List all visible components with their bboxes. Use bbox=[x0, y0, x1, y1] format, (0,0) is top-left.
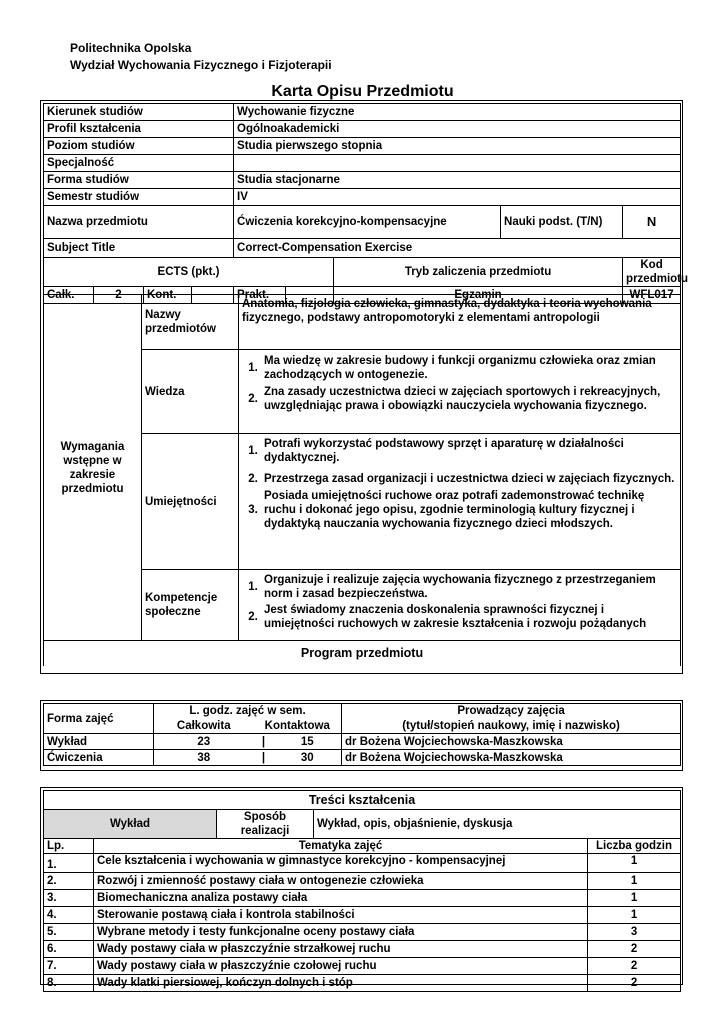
ects-label: ECTS (pkt.) bbox=[44, 258, 334, 287]
semestr-value: IV bbox=[234, 189, 681, 206]
kompetencje-list bbox=[239, 570, 681, 641]
kompetencje-label: Kompetencje społeczne bbox=[142, 570, 239, 641]
topic-cell: Wady klatki piersiowej, kończyn dolnych i stóp bbox=[94, 975, 588, 992]
table-row bbox=[44, 890, 681, 907]
table-row bbox=[44, 924, 681, 941]
profil-label: Profil kształcenia bbox=[44, 121, 234, 138]
table-row bbox=[44, 941, 681, 958]
university-name: Politechnika Opolska bbox=[70, 41, 192, 55]
program-label: Program przedmiotu bbox=[44, 641, 681, 666]
calk-cell: 23 bbox=[154, 734, 254, 750]
nazwa-label: Nazwa przedmiotu bbox=[44, 206, 234, 239]
umiejetnosci-item: 2. Przestrzega zasad organizacji i uczestnictwa dzieci w zajęciach fizycznych. bbox=[248, 473, 675, 485]
wiedza-item: 1. Ma wiedzę w zakresie budowy i funkcji organizmu człowieka oraz zmian zachodzących w ontogenezie. bbox=[248, 355, 656, 381]
lp-cell: 3. bbox=[44, 890, 94, 907]
umiejetnosci-list bbox=[239, 434, 681, 570]
prowadzacy-cell: dr Bożena Wojciechowska-Maszkowska bbox=[342, 750, 681, 766]
hours-cell: 2 bbox=[588, 958, 681, 975]
forma-cell: Wykład bbox=[44, 734, 154, 750]
hours-cell: 1 bbox=[588, 890, 681, 907]
profil-value: Ogólnoakademicki bbox=[234, 121, 681, 138]
forma-value: Studia stacjonarne bbox=[234, 172, 681, 189]
kontaktowa-label: Kontaktowa bbox=[254, 719, 342, 734]
hours-table bbox=[43, 703, 681, 766]
subject-label: Subject Title bbox=[44, 239, 234, 258]
topic-cell: Wady postawy ciała w płaszczyźnie czołowej ruchu bbox=[94, 958, 588, 975]
kont-label: Kont. bbox=[144, 287, 192, 304]
poziom-value: Studia pierwszego stopnia bbox=[234, 138, 681, 155]
hours-cell: 3 bbox=[588, 924, 681, 941]
separator: | bbox=[254, 734, 274, 750]
calkowita-label: Całkowita bbox=[154, 719, 254, 734]
prowadzacy-sub: (tytuł/stopień naukowy, imię i nazwisko) bbox=[342, 719, 681, 734]
lp-cell: 5. bbox=[44, 924, 94, 941]
hours-cell: 2 bbox=[588, 975, 681, 992]
table-row bbox=[44, 907, 681, 924]
table-row bbox=[44, 854, 681, 873]
godzin-header: Liczba godzin bbox=[588, 839, 681, 854]
lp-cell: 6. bbox=[44, 941, 94, 958]
lp-header: Lp. bbox=[44, 839, 94, 854]
tryb-value: Egzamin bbox=[334, 287, 623, 304]
content-type: Wykład bbox=[44, 810, 217, 839]
hours-cell: 1 bbox=[588, 907, 681, 924]
kod-value: WFL017 bbox=[623, 287, 681, 304]
forma-label: Forma studiów bbox=[44, 172, 234, 189]
umiejetnosci-item: 1. Potrafi wykorzystać podstawowy sprzęt i aparaturę w działalności dydaktycznej. bbox=[248, 438, 624, 464]
wiedza-item: 2. Zna zasady uczestnictwa dzieci w zajęciach sportowych i rekreacyjnych, uwzględniając prawa i obowiązki nauczyciela wychowania fizycznego. bbox=[248, 386, 661, 412]
calk-label: Całk. bbox=[44, 287, 94, 304]
topic-cell: Biomechaniczna analiza postawy ciała bbox=[94, 890, 588, 907]
calk-value: 2 bbox=[94, 287, 144, 304]
lp-cell: 8. bbox=[44, 975, 94, 992]
faculty-name: Wydział Wychowania Fizycznego i Fizjoterapii bbox=[70, 58, 332, 72]
topic-cell: Cele kształcenia i wychowania w gimnastyce korekcyjno - kompensacyjnej bbox=[94, 854, 588, 873]
poziom-label: Poziom studiów bbox=[44, 138, 234, 155]
umiejetnosci-item: 3. Posiada umiejętności ruchowe oraz potrafi zademonstrować technikę ruchu i dokonać jego opisu, zgodnie terminologią kultury fizycznej i dydaktyką nauczania wychowania fizycznego dzieci młodszych. bbox=[248, 490, 645, 530]
hours-cell: 1 bbox=[588, 854, 681, 873]
wiedza-list bbox=[239, 350, 681, 434]
nazwy-label: Nazwy przedmiotów bbox=[142, 295, 239, 350]
lp-cell: 7. bbox=[44, 958, 94, 975]
table-row bbox=[44, 958, 681, 975]
lp-cell: 4. bbox=[44, 907, 94, 924]
sposob-value: Wykład, opis, objaśnienie, dyskusja bbox=[314, 810, 681, 839]
hours-cell: 1 bbox=[588, 873, 681, 890]
lgodz-label: L. godz. zajęć w sem. bbox=[154, 704, 342, 719]
tryb-label: Tryb zaliczenia przedmiotu bbox=[334, 258, 623, 287]
kierunek-value: Wychowanie fizyczne bbox=[234, 104, 681, 121]
nauki-label: Nauki podst. (T/N) bbox=[501, 206, 623, 239]
content-table bbox=[43, 790, 681, 992]
calk-cell: 38 bbox=[154, 750, 254, 766]
table-row bbox=[44, 873, 681, 890]
wiedza-label: Wiedza bbox=[142, 350, 239, 434]
document-title: Karta Opisu Przedmiotu bbox=[271, 83, 454, 100]
nazwa-value: Ćwiczenia korekcyjno-kompensacyjne bbox=[234, 206, 501, 239]
kont-cell: 30 bbox=[274, 750, 342, 766]
hours-cell: 2 bbox=[588, 941, 681, 958]
hours-row bbox=[44, 734, 681, 750]
requirements-table bbox=[43, 294, 681, 666]
lp-cell: 2. bbox=[44, 873, 94, 890]
content-title: Treści kształcenia bbox=[44, 791, 681, 810]
specjalnosc-value bbox=[234, 155, 681, 172]
prowadzacy-label: Prowadzący zajęcia bbox=[342, 704, 681, 719]
lp-cell: 1. bbox=[44, 854, 94, 873]
forma-zajec-label: Forma zajęć bbox=[44, 704, 154, 734]
separator: | bbox=[254, 750, 274, 766]
topic-cell: Rozwój i zmienność postawy ciała w ontogenezie człowieka bbox=[94, 873, 588, 890]
subject-value: Correct-Compensation Exercise bbox=[234, 239, 681, 258]
hours-row bbox=[44, 750, 681, 766]
kierunek-label: Kierunek studiów bbox=[44, 104, 234, 121]
forma-cell: Ćwiczenia bbox=[44, 750, 154, 766]
prowadzacy-cell: dr Bożena Wojciechowska-Maszkowska bbox=[342, 734, 681, 750]
kont-cell: 15 bbox=[274, 734, 342, 750]
kompetencje-item: 1. Organizuje i realizuje zajęcia wychowania fizycznego z przestrzeganiem norm i zasad bezpieczeństwa. bbox=[248, 574, 656, 600]
specjalnosc-label: Specjalność bbox=[44, 155, 234, 172]
nauki-value: N bbox=[623, 206, 681, 239]
topic-cell: Wybrane metody i testy funkcjonalne oceny postawy ciała bbox=[94, 924, 588, 941]
nazwy-value: Anatomia, fizjologia człowieka, gimnastyka, dydaktyka i teoria wychowania fizycznego, podstawy antropomotoryki z elementami antropologii bbox=[239, 295, 681, 350]
table-row bbox=[44, 975, 681, 992]
topic-cell: Wady postawy ciała w płaszczyźnie strzałkowej ruchu bbox=[94, 941, 588, 958]
semestr-label: Semestr studiów bbox=[44, 189, 234, 206]
kompetencje-item: 2. Jest świadomy znaczenia doskonalenia sprawności fizycznej i umiejętności ruchowych w zakresie kształcenia i rozwoju pożądanych bbox=[248, 604, 647, 630]
prakt-label: Prakt. bbox=[234, 287, 286, 304]
requirements-label: Wymagania wstępne w zakresie przedmiotu bbox=[44, 295, 142, 641]
kod-label: Kod przedmiotu bbox=[623, 258, 681, 287]
topic-cell: Sterowanie postawą ciała i kontrola stabilności bbox=[94, 907, 588, 924]
umiejetnosci-label: Umiejętności bbox=[142, 434, 239, 570]
sposob-label: Sposób realizacji bbox=[217, 810, 314, 839]
tematyka-header: Tematyka zajęć bbox=[94, 839, 588, 854]
course-info-table bbox=[43, 103, 689, 304]
